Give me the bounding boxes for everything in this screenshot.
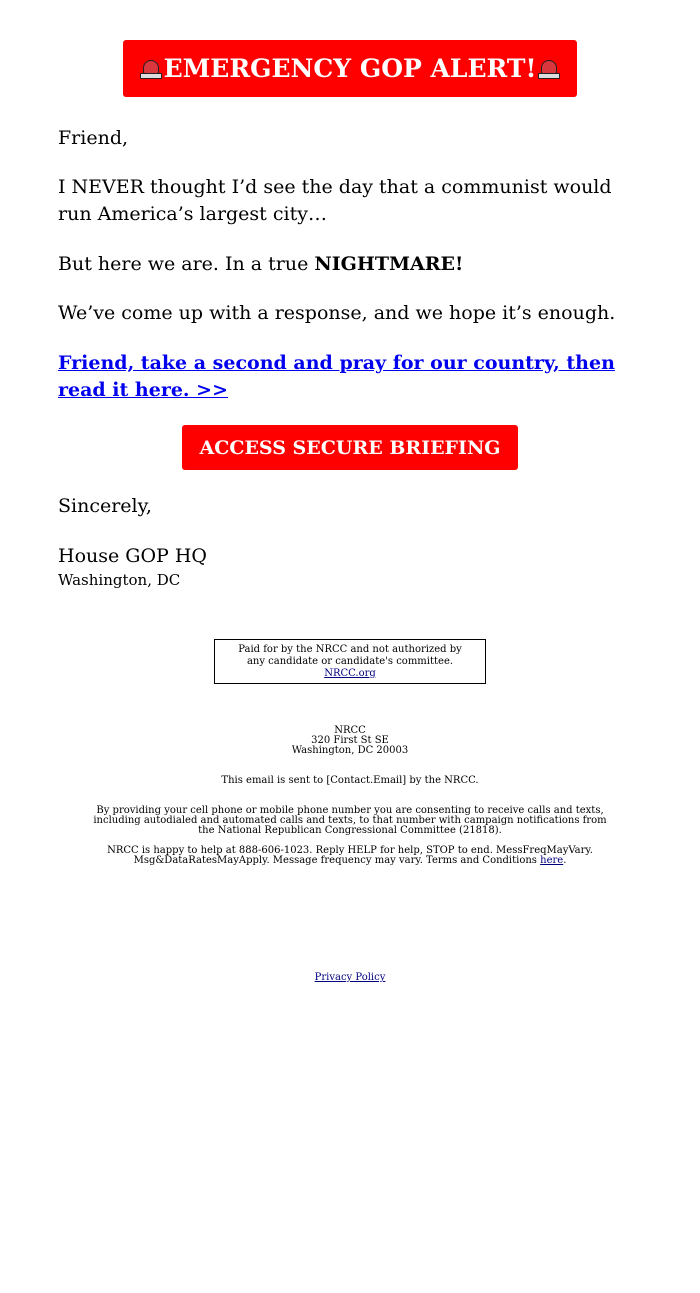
privacy-container [90, 973, 610, 983]
paragraph-2-text: But here we are. In a true [58, 253, 315, 275]
access-secure-briefing-button[interactable]: ACCESS SECURE BRIEFING [182, 425, 518, 470]
privacy-policy-link[interactable]: Privacy Policy [314, 972, 386, 983]
help-text: NRCC is happy to help at 888-606-1023. Reply HELP for help, STOP to end. MessFreqMayVary. Msg&DataRatesMayApply. Message frequency may vary. Terms and Conditions [107, 845, 593, 866]
greeting: Friend, [58, 127, 129, 149]
pray-link-paragraph [58, 350, 638, 404]
paragraph-3: We’ve come up with a response, and we hope it’s enough. [58, 302, 616, 324]
city: Washington, DC 20003 [291, 745, 409, 756]
org-name: NRCC [334, 725, 366, 736]
consent-notice: By providing your cell phone or mobile phone number you are consenting to receive calls and texts, including autodialed and automated calls and texts, to that number with campaign notifications from the National Republican Congressional Committee (21818). [93, 805, 607, 836]
paid-for-text: Paid for by the NRCC and not authorized by any candidate or candidate's committee. [238, 643, 462, 667]
help-notice: NRCC is happy to help at 888-606-1023. Reply HELP for help, STOP to end. MessFreqMayVary. Msg&DataRatesMayApply. Message frequency may vary. Terms and Conditions here. [107, 845, 593, 866]
street: 320 First St SE [311, 735, 389, 746]
paragraph-1: I NEVER thought I’d see the day that a communist would run America’s largest city… [58, 176, 612, 225]
police-siren-icon [140, 59, 162, 79]
pray-read-link[interactable]: Friend, take a second and pray for our country, then read it here. >> [58, 352, 615, 401]
alert-text: EMERGENCY GOP ALERT! [163, 54, 537, 83]
terms-here-link[interactable]: here [540, 855, 564, 866]
police-siren-icon [538, 59, 560, 79]
paid-for-disclaimer [214, 639, 486, 684]
location: Washington, DC [58, 571, 181, 589]
address [90, 726, 610, 756]
sent-to-notice: This email is sent to [Contact.Email] by the NRCC. [221, 775, 479, 786]
emergency-alert-banner [123, 40, 577, 97]
signature: House GOP HQ [58, 545, 208, 567]
closing: Sincerely, [58, 495, 152, 517]
nightmare-emphasis: NIGHTMARE! [314, 253, 464, 275]
nrcc-link[interactable]: NRCC.org [324, 667, 376, 679]
paragraph-2 [58, 251, 638, 278]
